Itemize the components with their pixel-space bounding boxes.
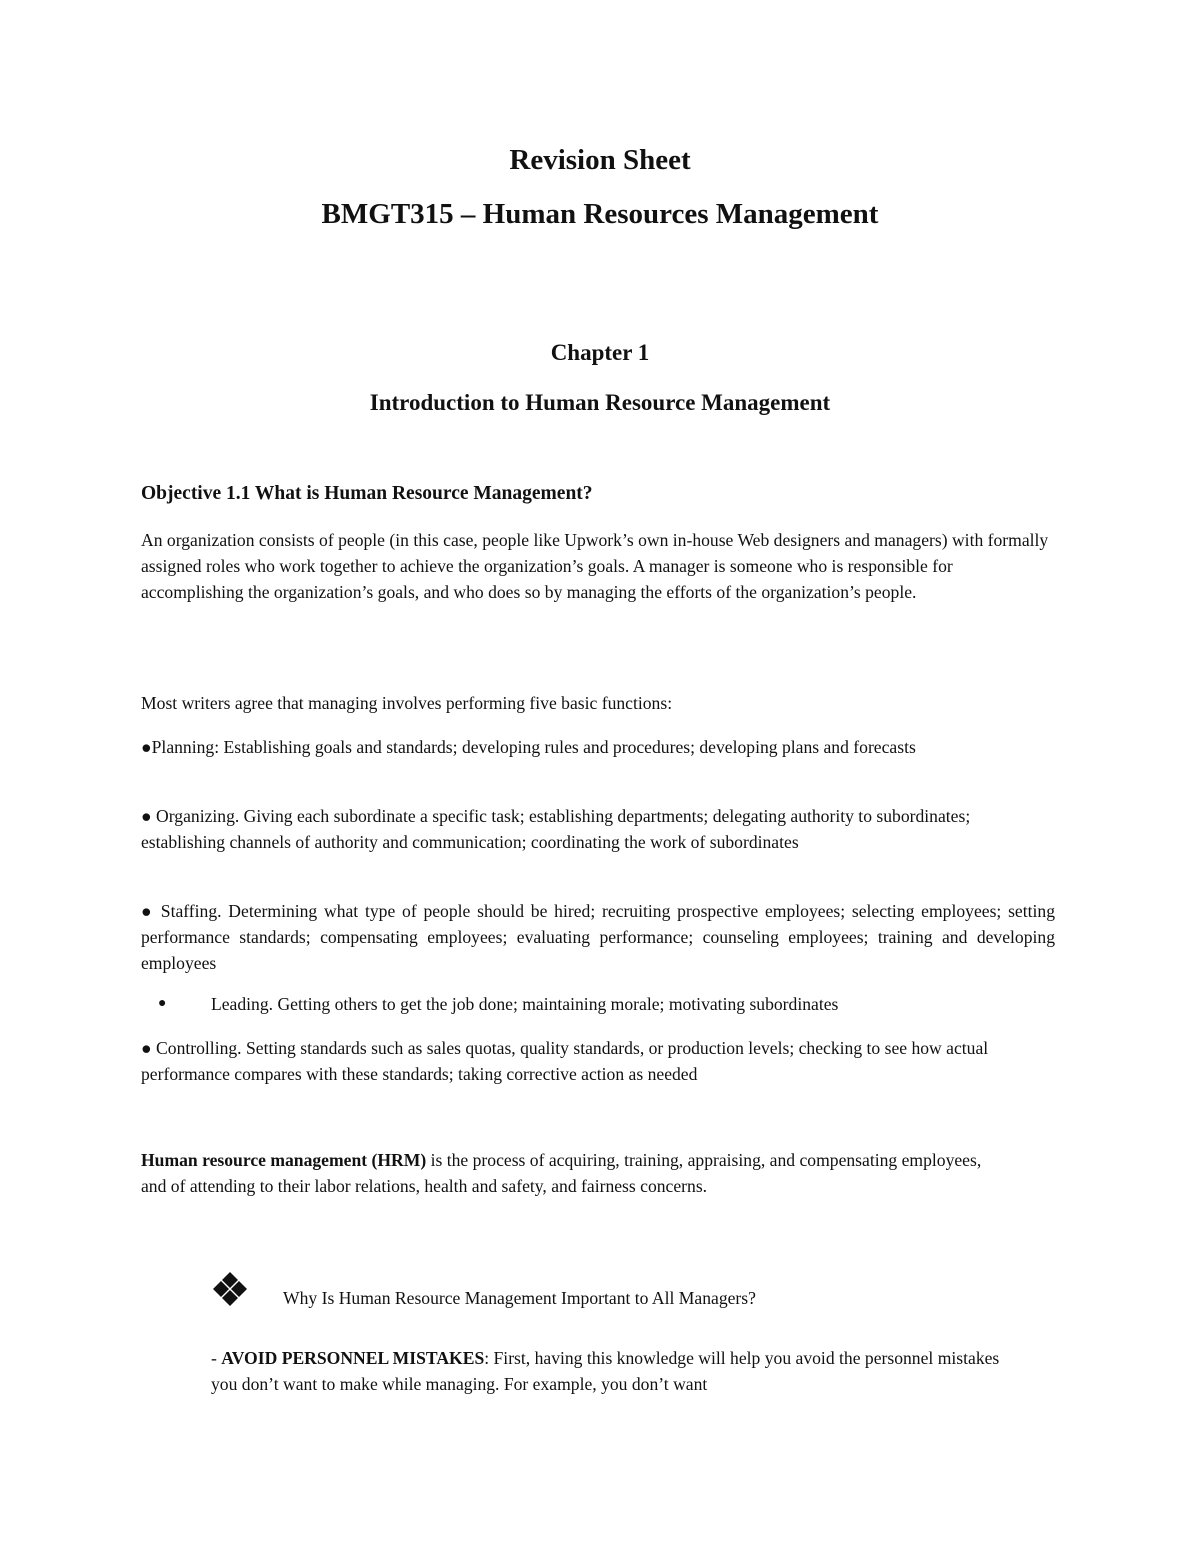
hrm-term: Human resource management (HRM) xyxy=(141,1150,427,1170)
bullet-icon: ● xyxy=(158,996,167,1011)
controlling-text: Controlling. Setting standards such as sales quotas, quality standards, or production levels; checking to see how actual performance compares with these standards; taking corrective action as needed xyxy=(141,1038,989,1084)
functions-intro: Most writers agree that managing involves performing five basic functions: xyxy=(141,693,673,713)
chapter-title: Introduction to Human Resource Management xyxy=(369,390,831,415)
hrm-definition xyxy=(141,1147,991,1199)
course-title: BMGT315 – Human Resources Management xyxy=(321,198,879,230)
document-title: Revision Sheet xyxy=(509,144,691,176)
avoid-mistakes-text: : First, having this knowledge will help you avoid the personnel mistakes you don’t want to make while managing. For example, you don’t want xyxy=(211,1348,1000,1394)
list-item-leading: Leading. Getting others to get the job done; maintaining morale; motivating subordinates xyxy=(211,994,839,1014)
list-item-organizing xyxy=(141,803,1041,855)
bullet-icon: ● xyxy=(141,901,154,921)
objective-heading: Objective 1.1 What is Human Resource Management? xyxy=(141,483,593,504)
bullet-icon: ● xyxy=(141,737,152,757)
planning-text: Planning: Establishing goals and standards; developing rules and procedures; developing plans and forecasts xyxy=(151,737,916,757)
hrm-definition-text: is the process of acquiring, training, appraising, and compensating employees, and of attending to their labor relations, health and safety, and fairness concerns. xyxy=(141,1150,982,1196)
diamond-bullet-icon xyxy=(212,1271,248,1307)
dash-prefix: - xyxy=(211,1348,222,1368)
list-item-planning xyxy=(141,734,1021,760)
organization-paragraph: An organization consists of people (in this case, people like Upwork’s own in-house Web designers and managers) with formally assigned roles who work together to achieve the organization’s goals. A manager is someone who is responsible for accomplishing the organization’s goals, and who does so by managing the efforts of the organization’s people. xyxy=(141,530,1049,602)
bullet-icon: ● xyxy=(141,1038,152,1058)
bullet-icon: ● xyxy=(141,806,152,826)
avoid-mistakes-paragraph xyxy=(211,1345,1011,1397)
organizing-text: Organizing. Giving each subordinate a specific task; establishing departments; delegating authority to subordinates; establishing channels of authority and communication; coordinating the work of subordinates xyxy=(141,806,971,852)
list-item-controlling xyxy=(141,1035,1031,1087)
list-item-staffing xyxy=(141,898,1055,976)
staffing-text: Staffing. Determining what type of people should be hired; recruiting prospective employees; selecting employees; setting performance standards; compensating employees; evaluating performance; counseling employees; training and developing employees xyxy=(141,901,1055,973)
avoid-mistakes-label: AVOID PERSONNEL MISTAKES xyxy=(221,1348,485,1368)
why-hrm-heading: Why Is Human Resource Management Important to All Managers? xyxy=(283,1288,756,1308)
chapter-number: Chapter 1 xyxy=(550,340,650,365)
